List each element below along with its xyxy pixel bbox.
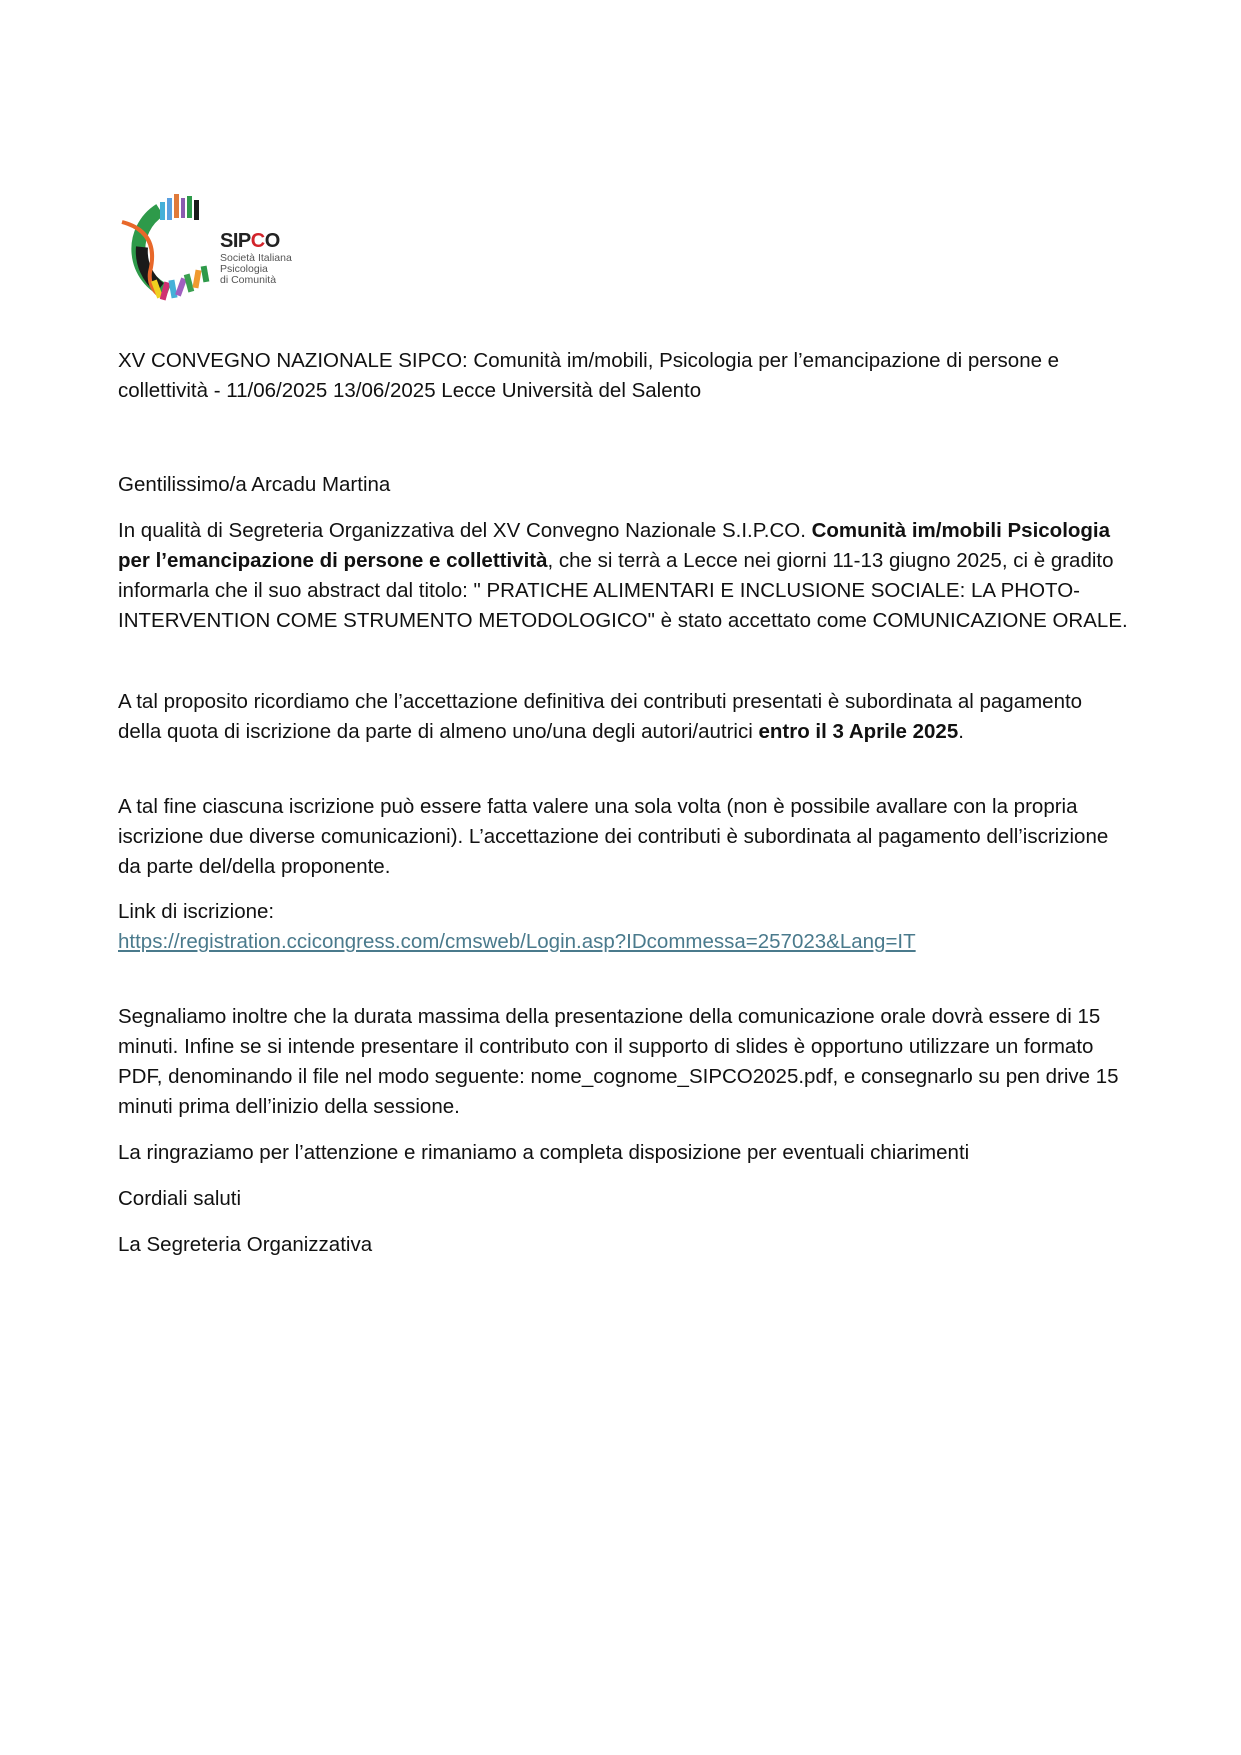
paragraph-presentation-info: Segnaliamo inoltre che la durata massima della presentazione della comunicazione orale dovrà essere di 15 minuti. Infine se si intende presentare il contributo con il supporto di slides è opportuno utilizzare un formato PDF, denominando il file nel modo seguente: nome_cognome_SIPCO2025.pdf, e consegnarlo su pen drive 15 minuti prima dell’inizio della sessione. [118,1005,1119,1118]
text-span: . [958,720,964,743]
logo-subtitle-line: Psicologia [220,263,268,275]
deadline: entro il 3 Aprile 2025 [758,720,959,743]
conference-title: Comunità im/mobili Psicologia per l’emancipazione di persone e collettività [118,519,1111,572]
text-span: , che si terrà a Lecce nei giorni 11-13 giugno 2025, ci è gradito informarla che il suo abstract dal titolo: " PRATICHE ALIMENTARI E INCLUSIONE SOCIALE: LA PHOTO-INTERVENTION COME STRUMENTO METODOLOGICO" è stato accettato come COMUNICAZIONE ORALE. [118,549,1128,632]
text-span: A tal proposito ricordiamo che l’accettazione definitiva dei contributi presentati è subordinata al pagamento della quota di iscrizione da parte di almeno uno/una degli autori/autrici [118,690,1083,743]
event-header-line2: collettività - 11/06/2025 13/06/2025 Lecce Università del Salento [118,379,702,402]
logo-subtitle-line: Società Italiana [220,252,292,264]
event-header [118,346,1128,406]
logo-subtitle [220,253,292,286]
logo-wordmark: SIPCO [220,230,280,252]
closing: Cordiali saluti [118,1187,242,1210]
registration-link-block [118,897,1128,957]
event-header-line1: XV CONVEGNO NAZIONALE SIPCO: Comunità im/mobili, Psicologia per l’emancipazione di persone e [118,349,1060,372]
logo-subtitle-line: di Comunità [220,274,277,286]
text-span: In qualità di Segreteria Organizzativa del XV Convegno Nazionale S.I.P.CO. [118,519,812,542]
paragraph-thanks: La ringraziamo per l’attenzione e rimaniamo a completa disposizione per eventuali chiarimenti [118,1141,970,1164]
paragraph-payment [118,687,1128,747]
greeting: Gentilissimo/a Arcadu Martina [118,473,391,496]
registration-link[interactable]: https://registration.ccicongress.com/cmsweb/Login.asp?IDcommessa=257023&Lang=IT [118,930,916,953]
sipco-logo [120,192,310,304]
logo-mark-icon [120,192,220,304]
paragraph-registration-rules: A tal fine ciascuna iscrizione può essere fatta valere una sola volta (non è possibile avallare con la propria iscrizione due diverse comunicazioni). L’accettazione dei contributi è subordinata al pagamento dell’iscrizione da parte del/della proponente. [118,795,1109,878]
signature: La Segreteria Organizzativa [118,1233,373,1256]
paragraph-acceptance [118,516,1128,636]
registration-link-label: Link di iscrizione: [118,900,275,923]
